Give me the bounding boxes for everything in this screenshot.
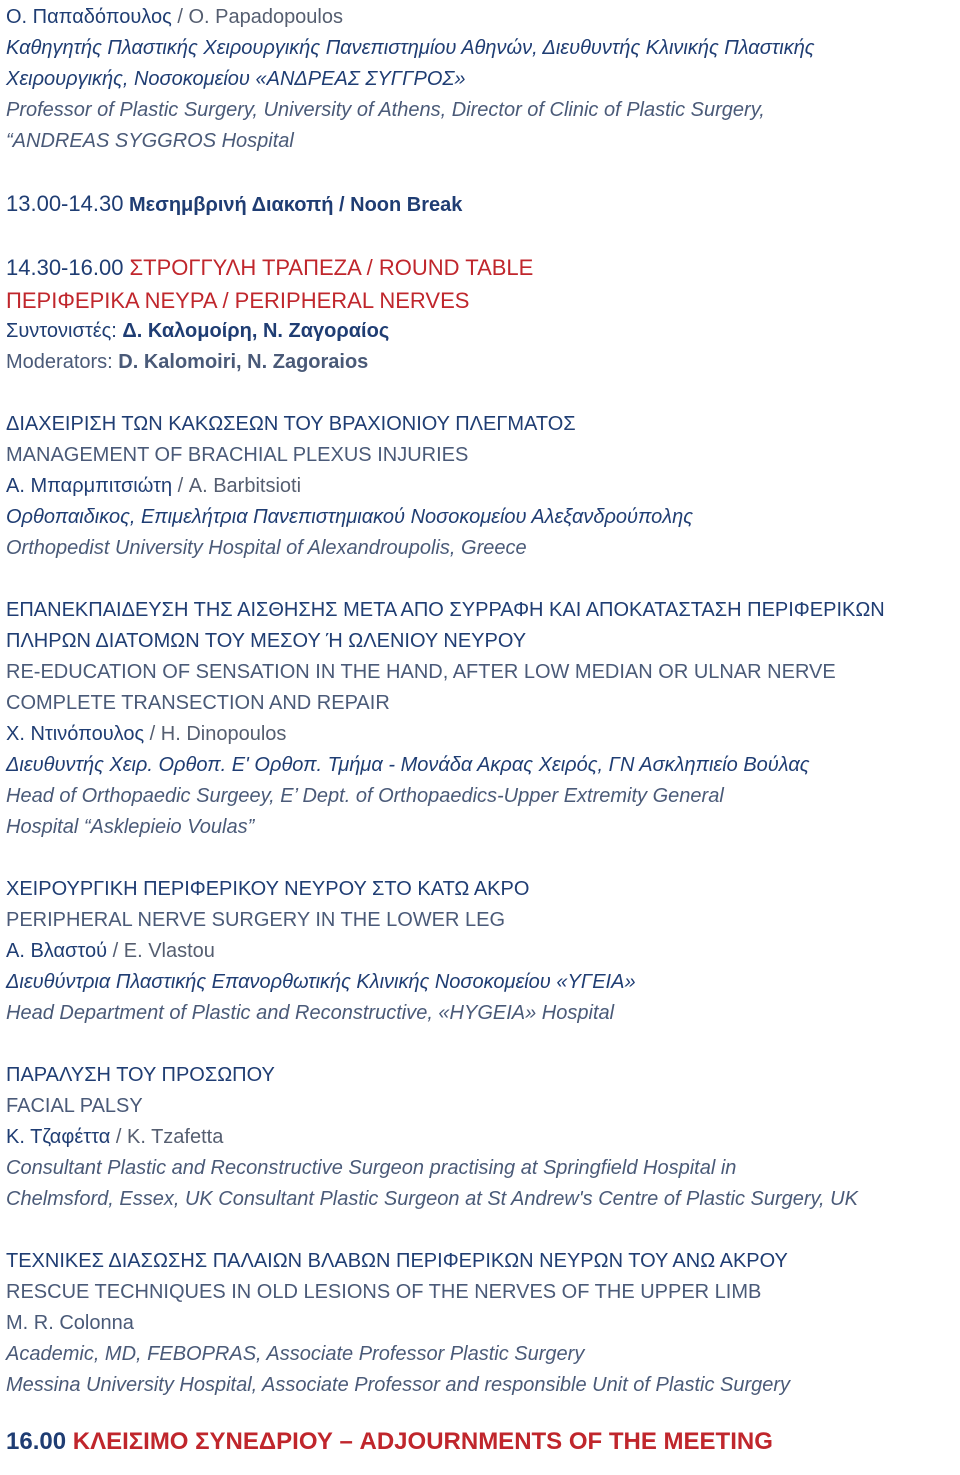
talk-title-en: PERIPHERAL NERVE SURGERY IN THE LOWER LEG — [6, 909, 506, 931]
talk-affiliation-en: Head Department of Plastic and Reconstructive, «HYGEIA» Hospital — [6, 1002, 615, 1024]
speaker-affiliation-en: Professor of Plastic Surgery, University of Athens, Director of Clinic of Plastic Surgery, — [6, 99, 765, 121]
round-table-subtitle: ΠΕΡΙΦΕΡΙΚΑ ΝΕΥΡΑ / PERIPHERAL NERVES — [6, 288, 470, 313]
talk-affiliation-en: Messina University Hospital, Associate Professor and responsible Unit of Plastic Surgery — [6, 1374, 791, 1396]
talk-title-en: FACIAL PALSY — [6, 1095, 143, 1117]
spacer — [6, 378, 954, 409]
closing-time: 16.00 — [6, 1428, 67, 1455]
talk-affiliation-gr: Ορθοπαιδικος, Επιμελήτρια Πανεπιστημιακού Νοσοκομείου Αλεξανδρούπολης — [6, 506, 693, 528]
speaker-line: Ο. Παπαδόπουλος / Ο. Papadopoulos — [6, 6, 343, 28]
spacer — [6, 843, 954, 874]
spacer — [6, 1215, 954, 1246]
spacer — [6, 1401, 954, 1425]
talk-affiliation-en: Hospital “Asklepieio Voulas” — [6, 816, 255, 838]
talk-title-gr: ΤΕΧΝΙΚΕΣ ΔΙΑΣΩΣΗΣ ΠΑΛΑΙΩΝ ΒΛΑΒΩΝ ΠΕΡΙΦΕΡΙΚΩΝ ΝΕΥΡΩΝ ΤΟΥ ΑΝΩ ΑΚΡΟΥ — [6, 1250, 788, 1272]
speaker-affiliation-gr: Χειρουργικής, Νοσοκομείου «ΑΝΔΡΕΑΣ ΣΥΓΓΡΟΣ» — [6, 68, 466, 90]
talk-affiliation-gr: Διευθύντρια Πλαστικής Επανορθωτικής Κλινικής Νοσοκομείου «ΥΓΕΙΑ» — [6, 971, 636, 993]
break-line — [6, 188, 954, 221]
talk-speaker: Α. Βλαστού / E. Vlastou — [6, 940, 215, 962]
talk-title-gr: ΠΑΡΑΛΥΣΗ ΤΟΥ ΠΡΟΣΩΠΟΥ — [6, 1064, 275, 1086]
talk-title-gr: ΔΙΑΧΕΙΡΙΣΗ ΤΩΝ ΚΑΚΩΣΕΩΝ ΤΟΥ ΒΡΑΧΙΟΝΙΟΥ ΠΛΕΓΜΑΤΟΣ — [6, 413, 576, 435]
talk-title-en: RE-EDUCATION OF SENSATION IN THE HAND, AFTER LOW MEDIAN OR ULNAR NERVE — [6, 661, 836, 683]
break-label: Μεσημβρινή Διακοπή / Noon Break — [123, 194, 463, 216]
closing-line — [6, 1425, 954, 1459]
talk-title-gr: ΕΠΑΝΕΚΠΑΙΔΕΥΣΗ ΤΗΣ ΑΙΣΘΗΣΗΣ ΜΕΤΑ ΑΠΟ ΣΥΡΡΑΦΗ ΚΑΙ ΑΠΟΚΑΤΑΣΤΑΣΗ ΠΕΡΙΦΕΡΙΚΩΝ — [6, 599, 885, 621]
closing-label: ΚΛΕΙΣΙΜΟ ΣΥΝΕΔΡΙΟΥ – ADJOURNMENTS OF THE MEETING — [66, 1428, 773, 1455]
speaker-affiliation-en: “ANDREAS SYGGROS Hospital — [6, 130, 294, 152]
talk-affiliation-gr: Διευθυντής Χειρ. Ορθοπ. Ε' Ορθοπ. Τμήμα - Μονάδα Ακρας Χειρός, ΓΝ Ασκληπιείο Βούλας — [6, 754, 810, 776]
talk-speaker: M. R. Colonna — [6, 1312, 134, 1334]
talk-affiliation-en: Consultant Plastic and Reconstructive Surgeon practising at Springfield Hospital in — [6, 1157, 737, 1179]
spacer — [6, 157, 954, 188]
moderators-en: Moderators: D. Kalomoiri, N. Zagoraios — [6, 351, 369, 373]
speaker-affiliation-gr: Καθηγητής Πλαστικής Χειρουργικής Πανεπιστημίου Αθηνών, Διευθυντής Κλινικής Πλαστικής — [6, 37, 815, 59]
talk-title-en: RESCUE TECHNIQUES IN OLD LESIONS OF THE NERVES OF THE UPPER LIMB — [6, 1281, 762, 1303]
talk-affiliation-en: Academic, MD, FEBOPRAS, Associate Professor Plastic Surgery — [6, 1343, 585, 1365]
moderators-gr: Συντονιστές: Δ. Καλομοίρη, Ν. Ζαγοραίος — [6, 320, 390, 342]
talk-affiliation-en: Head of Orthopaedic Surgeey, E’ Dept. of Orthopaedics-Upper Extremity General — [6, 785, 724, 807]
round-table-heading — [6, 252, 954, 285]
talk-affiliation-en: Orthopedist University Hospital of Alexandroupolis, Greece — [6, 537, 527, 559]
talk-speaker: Α. Μπαρμπιτσιώτη / A. Barbitsioti — [6, 475, 302, 497]
talk-title-gr: ΧΕΙΡΟΥΡΓΙΚΗ ΠΕΡΙΦΕΡΙΚΟΥ ΝΕΥΡΟΥ ΣΤΟ ΚΑΤΩ ΑΚΡΟ — [6, 878, 530, 900]
talk-title-en: MANAGEMENT OF BRACHIAL PLEXUS INJURIES — [6, 444, 469, 466]
round-table-title: ΣΤΡΟΓΓΥΛΗ ΤΡΑΠΕΖΑ / ROUND TABLE — [123, 255, 534, 280]
talk-speaker: Χ. Ντινόπουλος / H. Dinopoulos — [6, 723, 287, 745]
spacer — [6, 1029, 954, 1060]
talk-affiliation-en: Chelmsford, Essex, UK Consultant Plastic Surgeon at St Andrew's Centre of Plastic Surgery, UK — [6, 1188, 858, 1210]
spacer — [6, 564, 954, 595]
break-time: 13.00-14.30 — [6, 191, 124, 216]
talk-title-gr: ΠΛΗΡΩΝ ΔΙΑΤΟΜΩΝ ΤΟΥ ΜΕΣΟΥ Ή ΩΛΕΝΙΟΥ ΝΕΥΡΟΥ — [6, 630, 527, 652]
talk-title-en: COMPLETE TRANSECTION AND REPAIR — [6, 692, 390, 714]
round-table-time: 14.30-16.00 — [6, 255, 124, 280]
spacer — [6, 221, 954, 252]
talk-speaker: Κ. Τζαφέττα / K. Tzafetta — [6, 1126, 224, 1148]
